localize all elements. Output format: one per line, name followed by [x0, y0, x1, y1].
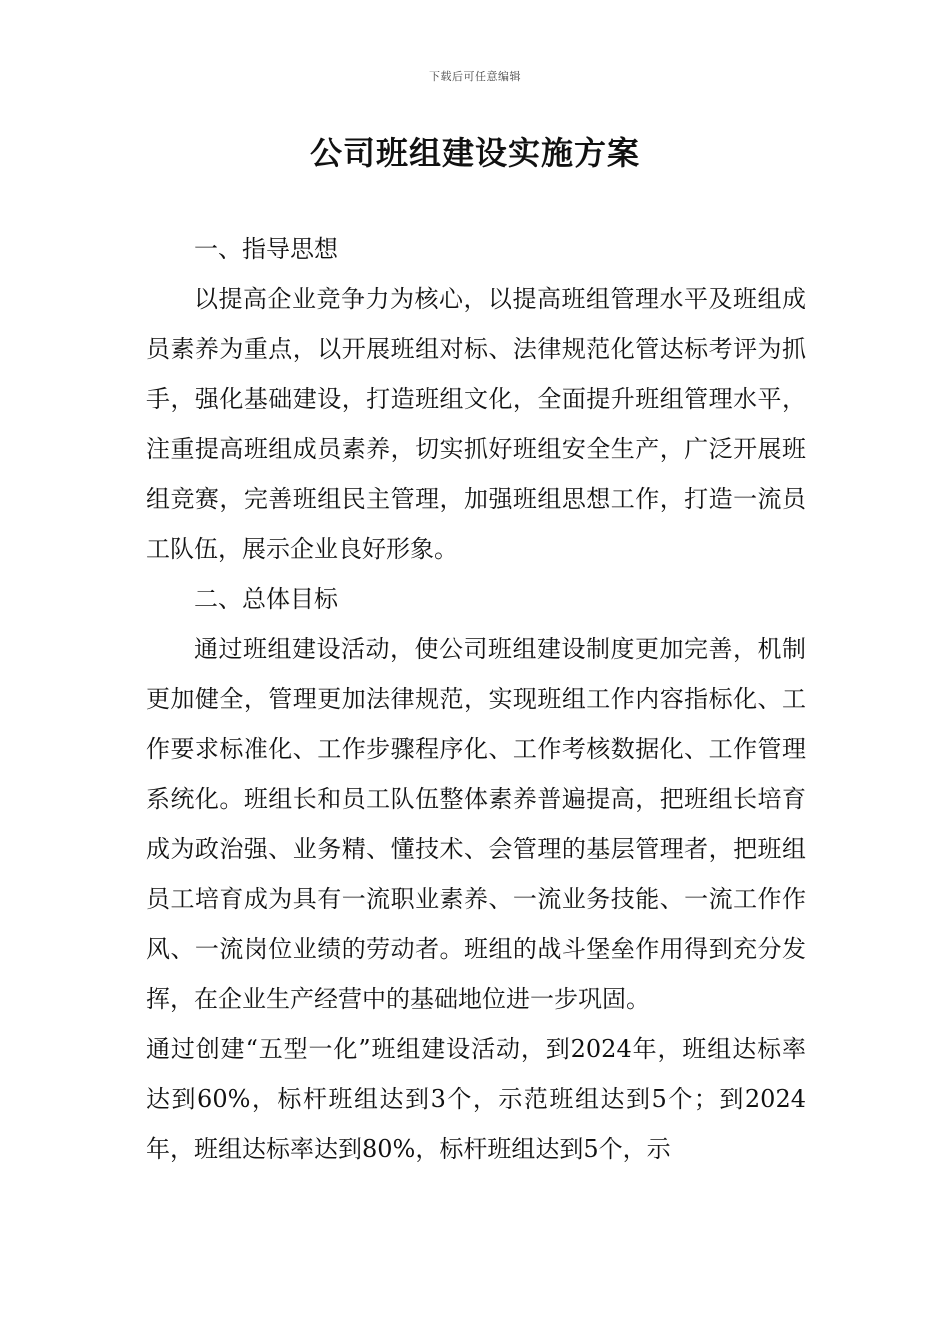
section-heading-guiding-ideology: 一、指导思想 — [194, 235, 338, 263]
header-note: 下载后可任意编辑 — [429, 70, 521, 83]
document-body — [146, 224, 806, 1174]
section-paragraph-goals-continuation: 通过创建“五型一化”班组建设活动，到2024年，班组达标率达到60%，标杆班组达到3个，示范班组达到5个；到2024年，班组达标率达到80%，标杆班组达到5个，示 — [146, 1035, 806, 1163]
section-paragraph-overall-goals: 通过班组建设活动，使公司班组建设制度更加完善，机制更加健全，管理更加法律规范，实现班组工作内容指标化、工作要求标准化、工作步骤程序化、工作考核数据化、工作管理系统化。班组长和员工队伍整体素养普遍提高，把班组长培育成为政治强、业务精、懂技术、会管理的基层管理者，把班组员工培育成为具有一流职业素养、一流业务技能、一流工作作风、一流岗位业绩的劳动者。班组的战斗堡垒作用得到充分发挥，在企业生产经营中的基础地位进一步巩固。 — [146, 635, 806, 1013]
section-paragraph-guiding-ideology: 以提高企业竞争力为核心，以提高班组管理水平及班组成员素养为重点，以开展班组对标、法律规范化管达标考评为抓手，强化基础建设，打造班组文化，全面提升班组管理水平，注重提高班组成员素养，切实抓好班组安全生产，广泛开展班组竞赛，完善班组民主管理，加强班组思想工作，打造一流员工队伍，展示企业良好形象。 — [146, 285, 806, 563]
section-heading-overall-goals: 二、总体目标 — [194, 585, 338, 613]
document-title: 公司班组建设实施方案 — [309, 134, 640, 172]
